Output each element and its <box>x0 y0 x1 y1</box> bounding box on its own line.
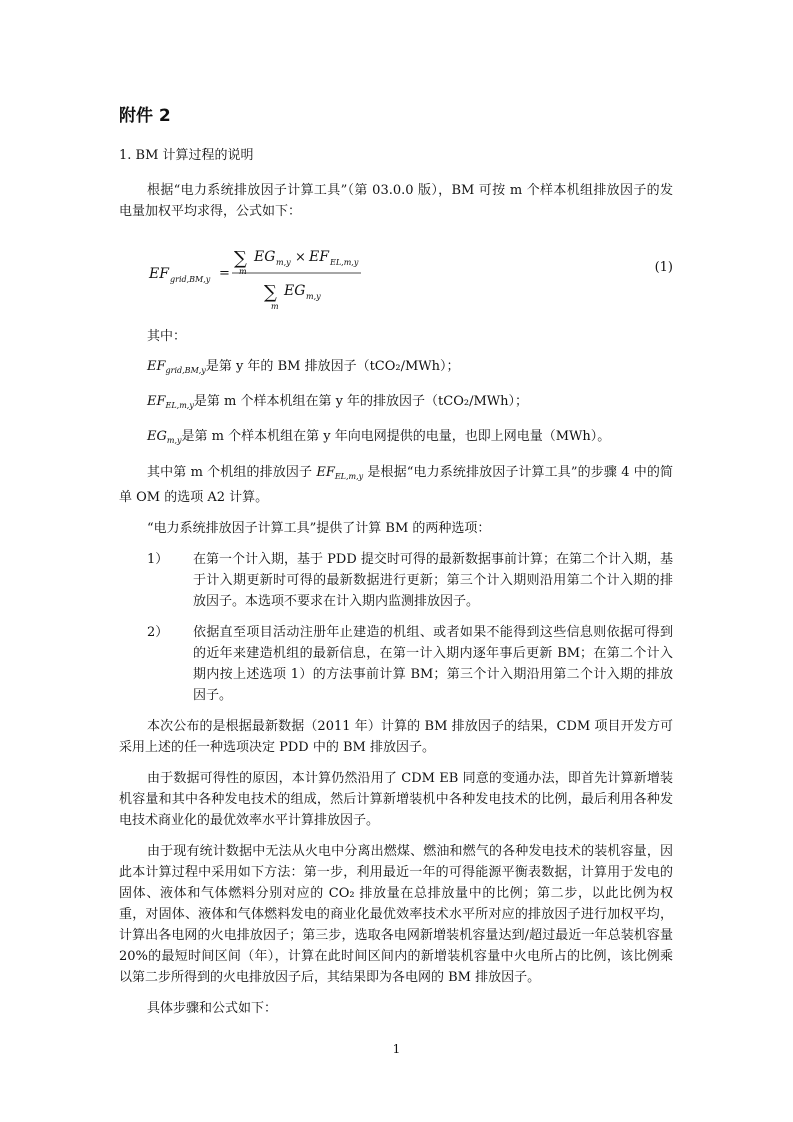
option-text: 在第一个计入期，基于 PDD 提交时可得的最新数据事前计算；在第二个计入期，基于计入期更新时可得的最新数据进行更新；第三个计入期则沿用第二个计入期的排放因子。本选项不要求在计入期内监测排放因子。 <box>193 552 673 609</box>
formula-lhs-sub: grid,BM,y <box>170 275 211 284</box>
om-symbol: EF <box>316 465 335 480</box>
section-heading: 1. BM 计算过程的说明 <box>119 148 254 163</box>
def-symbol: EG <box>147 429 167 444</box>
formula-times: × <box>295 250 306 265</box>
def-symbol-sub: grid,BM,y <box>165 366 206 375</box>
numerator-term1: EG <box>254 249 276 265</box>
om-before: 其中第 m 个机组的排放因子 <box>147 465 317 480</box>
where-label: 其中： <box>147 329 187 344</box>
option-number: 2） <box>147 625 169 640</box>
def-text: 是第 y 年的 BM 排放因子（tCO₂/MWh）； <box>205 359 460 374</box>
om-after: 是根据“电力系统排放因子计算工具”的步骤 4 中的简单 OM 的选项 A2 计算。 <box>119 465 673 505</box>
numerator-sum-index: m <box>239 267 247 276</box>
definition-ef-el <box>119 392 673 416</box>
appendix-title: 附件 2 <box>119 106 171 126</box>
paragraph-options: “电力系统排放因子计算工具”提供了计算 BM 的两种选项： <box>147 521 491 536</box>
denominator-sum-icon: ∑ <box>264 282 277 303</box>
paragraph-method: 由于现有统计数据中无法从火电中分离出燃煤、燃油和燃气的各种发电技术的装机容量，因此本计算过程中采用如下方法：第一步，利用最近一年的可得能源平衡表数据，计算用于发电的固体、液体和气体燃料分别对应的 CO₂ 排放量在总排放量中的比例；第二步，以此比例为权重，对固体、液体和气体燃料发电的商业化最优效率技术水平所对应的排放因子进行加权平均，计算出各电网的火电排放因子；第三步，选取各电网新增装机容量达到/超过最近一年总装机容量 20%的最短时间区间（年），计算在此时间区间内的新增装机容量中火电所占的比例，该比例乘以第二步所得到的火电排放因子后，其结果即为各电网的 BM 排放因子。 <box>119 844 673 985</box>
intro-paragraph: 根据“电力系统排放因子计算工具”（第 03.0.0 版），BM 可按 m 个样本机组排放因子的发电量加权平均求得，公式如下： <box>119 183 673 219</box>
def-symbol: EF <box>147 359 166 374</box>
denominator-term-sub: m,y <box>306 292 321 301</box>
def-text: 是第 m 个样本机组在第 y 年的排放因子（tCO₂/MWh）； <box>193 394 529 409</box>
paragraph-om <box>119 462 673 508</box>
numerator-term2: EF <box>309 249 329 265</box>
def-text: 是第 m 个样本机组在第 y 年向电网提供的电量，也即上网电量（MWh）。 <box>181 429 611 444</box>
def-symbol-sub: m,y <box>166 436 182 445</box>
om-symbol-sub: EL,m,y <box>334 472 364 481</box>
numerator-sum-icon: ∑ <box>234 248 247 269</box>
numerator-term1-sub: m,y <box>276 258 291 267</box>
def-symbol: EF <box>147 394 166 409</box>
page-content <box>119 104 673 1029</box>
paragraph-availability: 由于数据可得性的原因，本计算仍然沿用了 CDM EB 同意的变通办法，即首先计算新增装机容量和其中各种发电技术的组成，然后计算新增装机中各种发电技术的比例，最后利用各种发电技术商业化的最优效率水平计算排放因子。 <box>119 771 673 828</box>
def-symbol-sub: EL,m,y <box>165 401 194 410</box>
paragraph-2011: 本次公布的是根据最新数据（2011 年）计算的 BM 排放因子的结果，CDM 项目开发方可采用上述的任一种选项决定 PDD 中的 BM 排放因子。 <box>119 719 673 755</box>
formula-lhs: EF <box>149 266 169 282</box>
option-2 <box>119 622 673 706</box>
paragraph-steps: 具体步骤和公式如下： <box>147 1001 278 1016</box>
equation-number: (1) <box>654 260 673 275</box>
option-text: 依据直至项目活动注册年止建造的机组、或者如果不能得到这些信息则依据可得到的近年来建造机组的最新信息，在第一计入期内逐年事后更新 BM；在第二个计入期内按上述选项 1）的方法事前计算 BM；第三个计入期沿用第二个计入期的排放因子。 <box>193 625 673 703</box>
bm-formula <box>119 232 673 312</box>
option-number: 1） <box>147 552 169 567</box>
denominator-sum-index: m <box>271 302 279 311</box>
denominator-term: EG <box>284 283 306 299</box>
definition-ef-grid <box>119 357 673 381</box>
formula-equals: = <box>219 266 230 281</box>
formula-graphic <box>119 232 673 312</box>
numerator-term2-sub: EL,m,y <box>330 258 359 267</box>
definition-eg <box>119 427 673 451</box>
option-1 <box>119 549 673 612</box>
page-number: 1 <box>392 1042 401 1056</box>
